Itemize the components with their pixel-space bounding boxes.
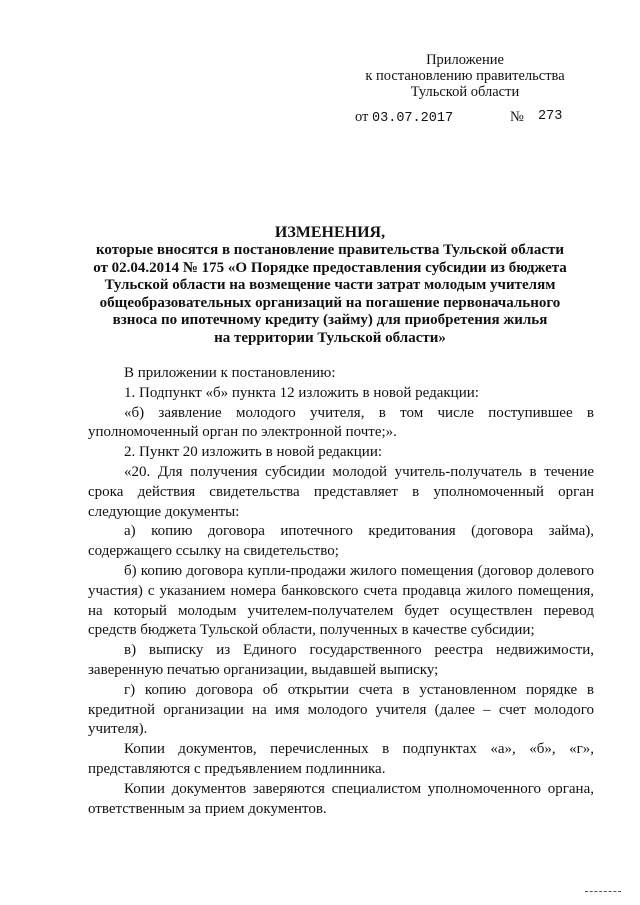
title-line: от 02.04.2014 № 175 «О Порядке предоставления субсидии из бюджета	[93, 259, 567, 276]
appendix-line-3: Тульской области	[410, 84, 520, 100]
number-label: №	[510, 109, 524, 125]
title-heading: ИЗМЕНЕНИЯ,	[274, 224, 386, 241]
title-line: на территории Тульской области»	[214, 329, 446, 346]
title-line: Тульской области на возмещение части затрат молодым учителям	[104, 277, 556, 293]
dateline	[355, 109, 563, 126]
paragraph: г) копию договора об открытии счета в установленном порядке в кредитной организации на имя молодого учителя (далее – счет молодого учителя).	[88, 681, 594, 738]
appendix-line-1: Приложение	[426, 52, 504, 68]
paragraph: В приложении к постановлению:	[124, 365, 336, 381]
paragraph: «б) заявление молодого учителя, в том числе поступившее в уполномоченный орган по электронной почте;».	[88, 404, 594, 441]
paragraph: 2. Пункт 20 изложить в новой редакции:	[124, 444, 383, 461]
document-title	[70, 223, 590, 347]
paragraph: 1. Подпункт «б» пункта 12 изложить в новой редакции:	[124, 384, 479, 401]
paragraph: а) копию договора ипотечного кредитования (договора займа), содержащего ссылку на свидетельство;	[88, 523, 594, 560]
document-body	[88, 364, 594, 819]
footer-divider	[585, 891, 621, 892]
document-number: 273	[538, 109, 563, 124]
appendix-line-2: к постановлению правительства	[365, 68, 565, 84]
appendix-header	[330, 52, 600, 100]
document-date: 03.07.2017	[372, 111, 454, 126]
title-line: которые вносятся в постановление правительства Тульской области	[95, 242, 565, 258]
paragraph: Копии документов заверяются специалистом уполномоченного органа, ответственным за прием документов.	[88, 780, 594, 817]
title-line: общеобразовательных организаций на погашение первоначального	[99, 294, 561, 311]
paragraph: Копии документов, перечисленных в подпунктах «а», «б», «г», представляются с предъявлением подлинника.	[88, 741, 594, 777]
paragraph: «20. Для получения субсидии молодой учитель-получатель в течение срока действия свидетельства представляет в уполномоченный орган следующие документы:	[88, 463, 594, 520]
date-from-label: от	[355, 109, 369, 125]
paragraph: в) выписку из Единого государственного реестра недвижимости, заверенную печатью организации, выдавшей выписку;	[88, 642, 594, 678]
title-line: взноса по ипотечному кредиту (займу) для приобретения жилья	[112, 312, 548, 328]
paragraph: б) копию договора купли-продажи жилого помещения (договор долевого участия) с указанием номера банковского счета продавца жилого помещения, на который молодым учителем-получателем будет осуществлен перевод средств бюджета Тульской области, полученных в качестве субсидии;	[88, 562, 594, 639]
